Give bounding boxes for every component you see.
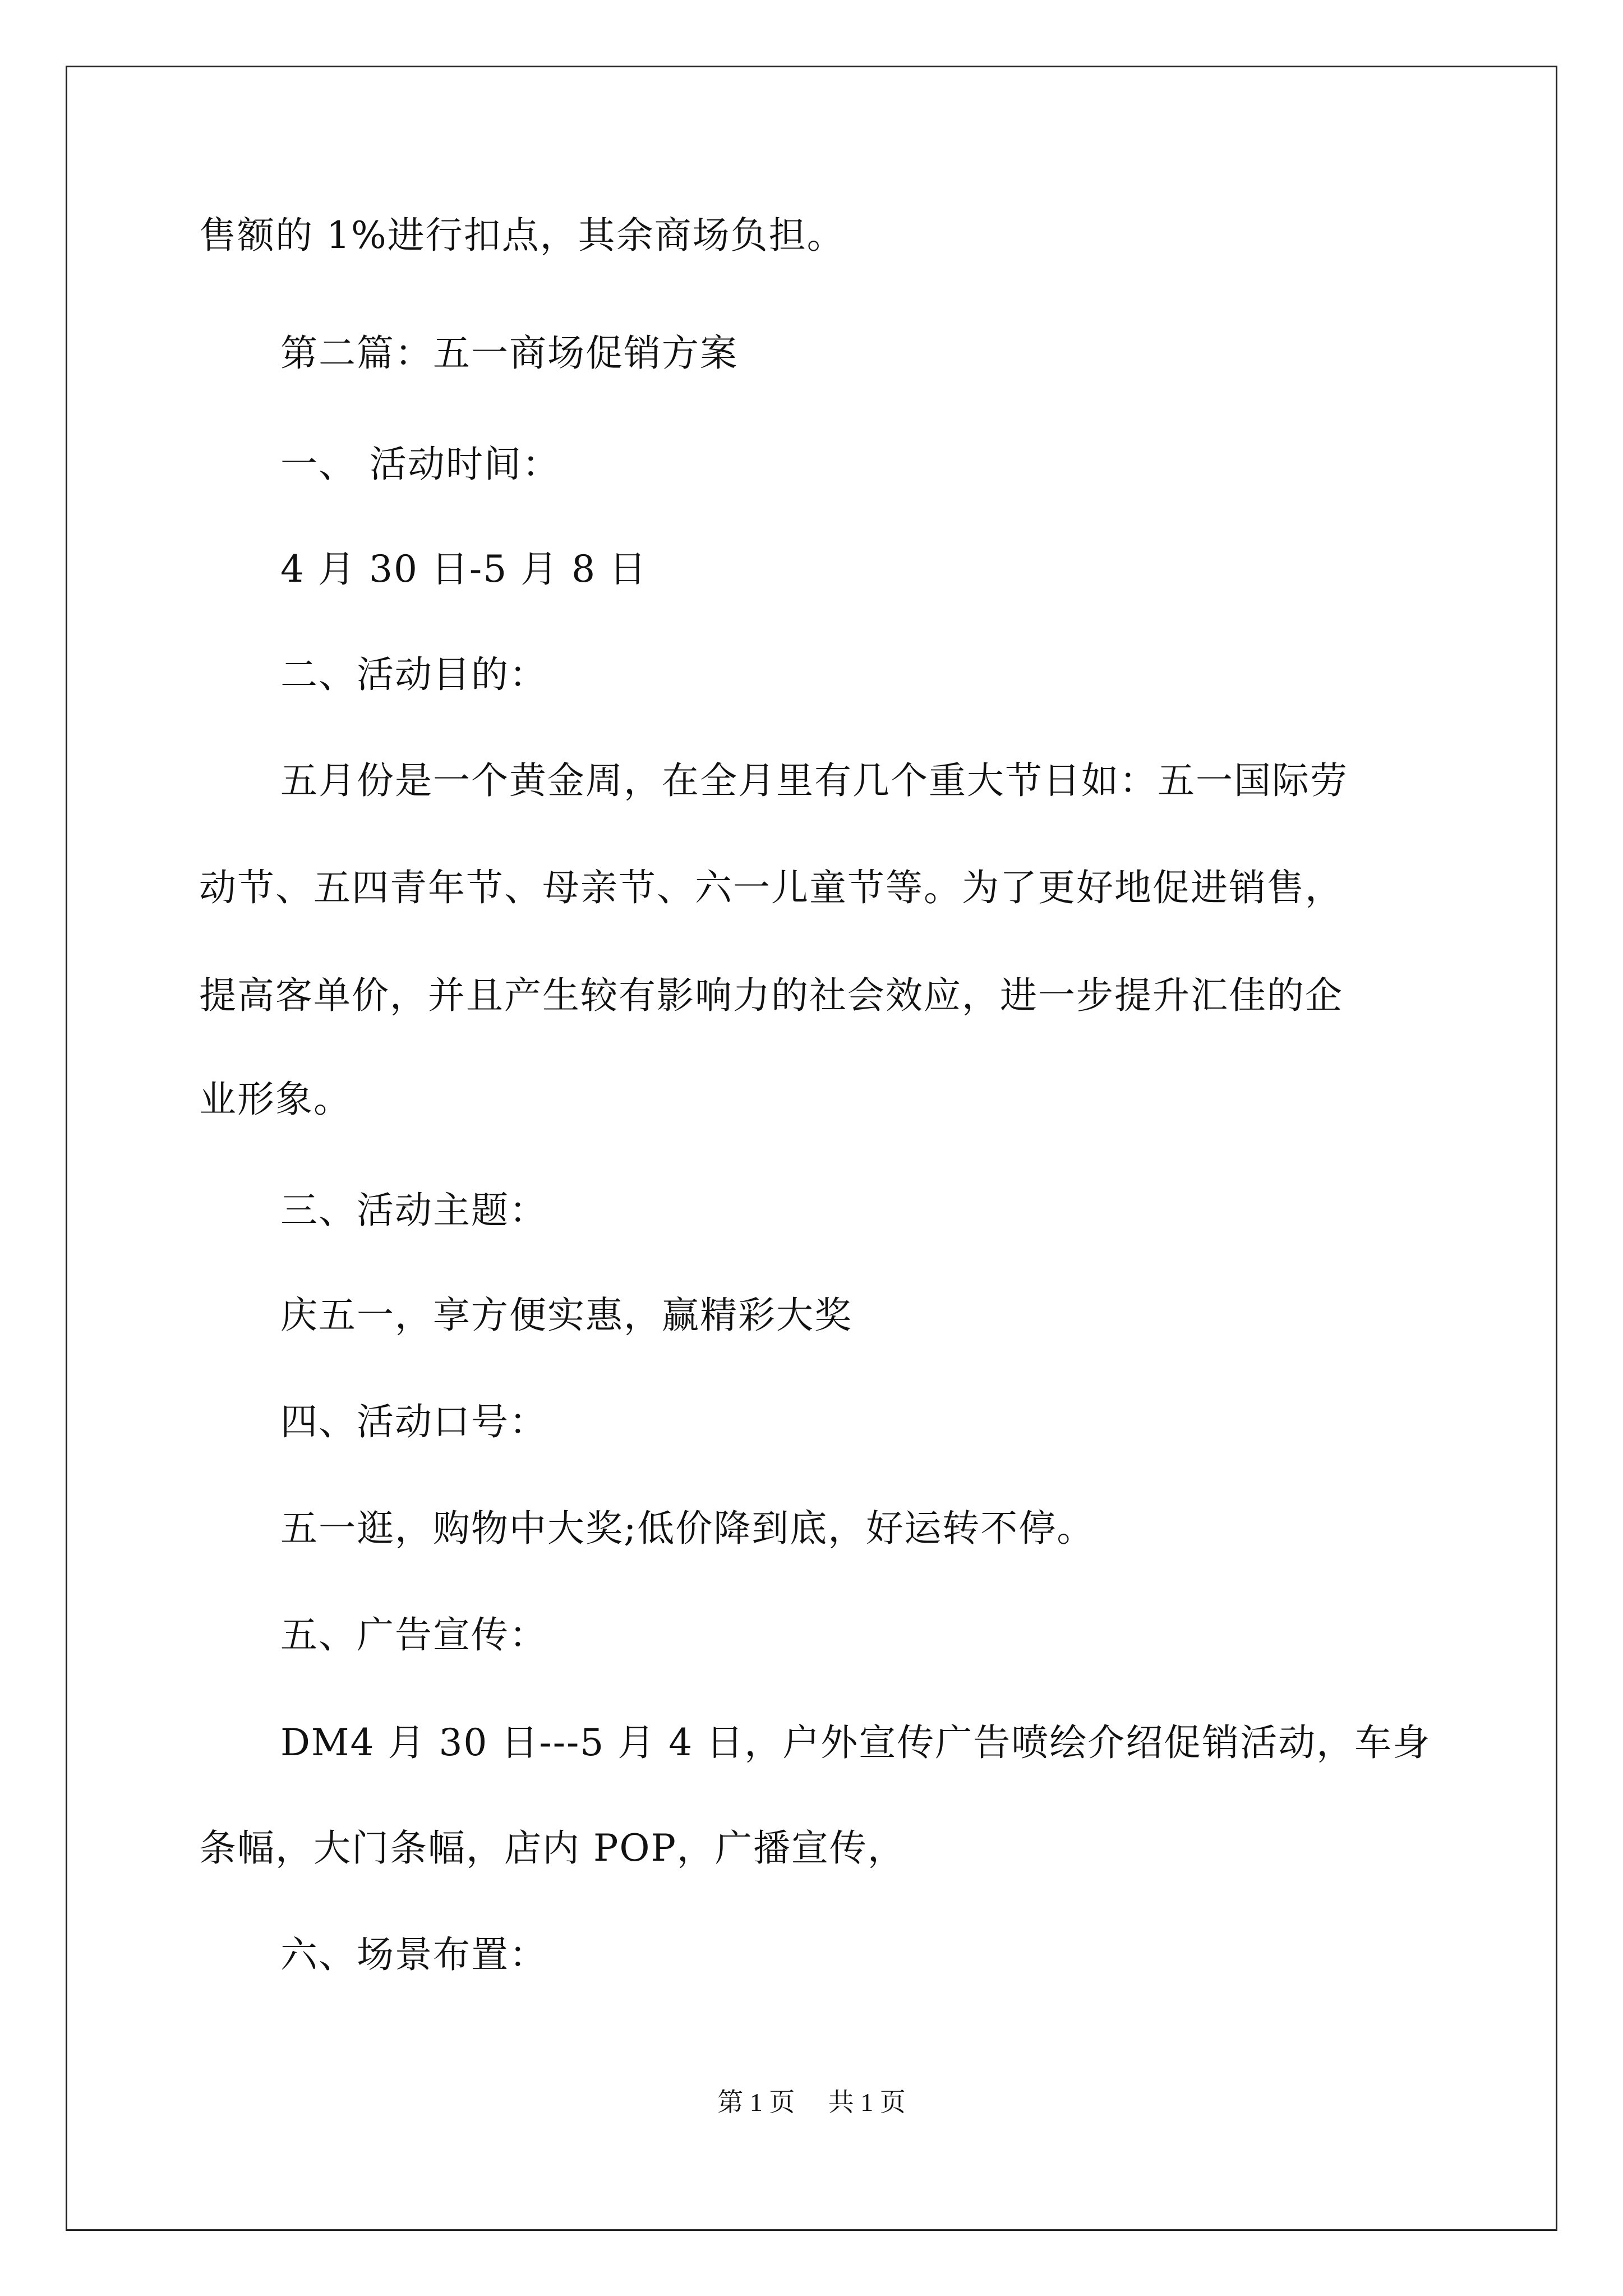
heading-activity-theme: 三、活动主题：: [280, 1189, 547, 1232]
activity-slogan-text: 五一逛，购物中大奖;低价降到底，好运转不停。: [280, 1507, 1095, 1550]
paragraph-line: 动节、五四青年节、母亲节、六一儿童节等。为了更好地促进销售，: [199, 866, 1343, 909]
page-total: 共 1 页: [828, 2088, 906, 2116]
page-footer: [0, 2087, 1623, 2118]
section-title: 第二篇：五一商场促销方案: [280, 332, 738, 375]
paragraph-line: DM4 月 30 日---5 月 4 日，户外宣传广告喷绘介绍促销活动，车身: [280, 1721, 1431, 1764]
activity-theme-text: 庆五一，享方便实惠，赢精彩大奖: [280, 1294, 852, 1337]
paragraph-line: 五月份是一个黄金周，在全月里有几个重大节日如：五一国际劳: [280, 759, 1348, 802]
paragraph-line: 业形象。: [199, 1078, 352, 1121]
paragraph-line: 提高客单价，并且产生较有影响力的社会效应，进一步提升汇佳的企: [199, 974, 1343, 1017]
paragraph-line: 条幅，大门条幅，店内 POP，广播宣传，: [199, 1826, 906, 1870]
heading-activity-purpose: 二、活动目的：: [280, 653, 547, 696]
heading-scene-layout: 六、场景布置：: [280, 1933, 547, 1976]
heading-activity-slogan: 四、活动口号：: [280, 1400, 547, 1443]
page-border: [66, 66, 1557, 2231]
activity-dates: 4 月 30 日-5 月 8 日: [280, 547, 648, 591]
paragraph-line: 售额的 1%进行扣点，其余商场负担。: [199, 214, 845, 257]
page-number: 第 1 页: [717, 2088, 795, 2116]
heading-activity-time: 一、 活动时间：: [280, 443, 560, 486]
heading-advertising: 五、广告宣传：: [280, 1613, 547, 1657]
